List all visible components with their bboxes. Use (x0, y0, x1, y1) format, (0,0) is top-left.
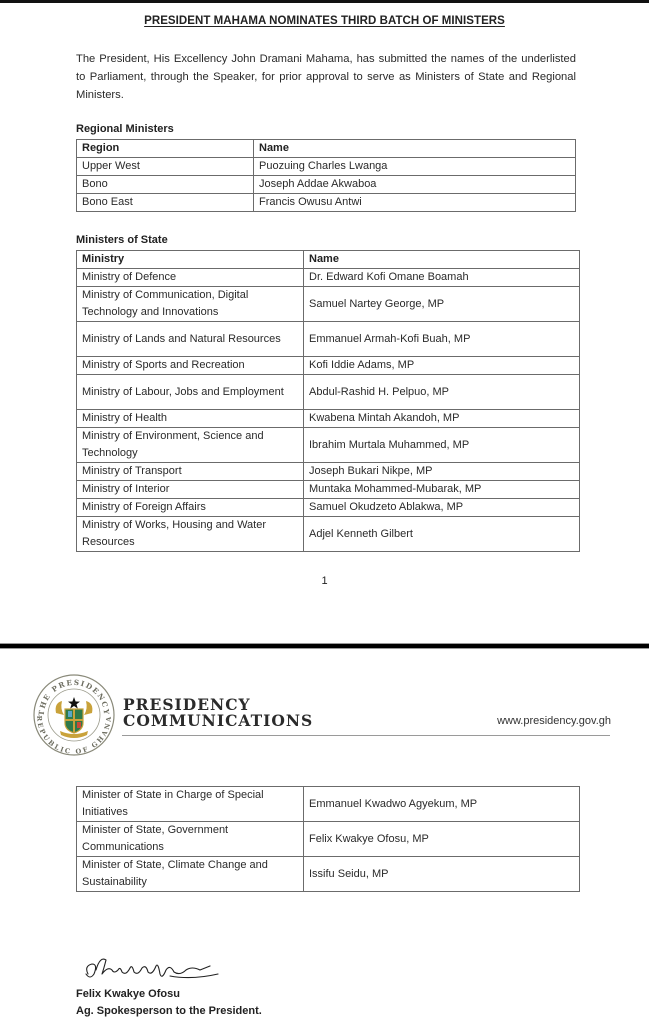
name-cell: Ibrahim Murtala Muhammed, MP (304, 428, 580, 463)
table-row (77, 322, 580, 357)
table-row (77, 517, 580, 552)
name-cell: Joseph Bukari Nikpe, MP (304, 463, 580, 481)
ghana-coat-of-arms-icon (32, 673, 116, 757)
ministry-cell: Minister of State, Government Communications (77, 822, 304, 857)
table-row (77, 357, 580, 375)
region-cell: Bono (77, 176, 254, 194)
ministers-of-state-continued-table (76, 786, 580, 892)
table-row (77, 194, 576, 212)
ministry-cell: Ministry of Interior (77, 481, 304, 499)
name-cell: Abdul-Rashid H. Pelpuo, MP (304, 375, 580, 410)
table-row (77, 499, 580, 517)
name-cell: Dr. Edward Kofi Omane Boamah (304, 269, 580, 287)
brand-line-1: PRESIDENCY (123, 695, 251, 714)
header-name: Name (254, 140, 576, 158)
name-cell: Francis Owusu Antwi (254, 194, 576, 212)
region-cell: Bono East (77, 194, 254, 212)
table-row (77, 410, 580, 428)
region-cell: Upper West (77, 158, 254, 176)
signer-title: Ag. Spokesperson to the President. (76, 1005, 262, 1017)
svg-text:REPUBLIC OF GHANA: REPUBLIC OF GHANA (35, 715, 113, 756)
table-row (77, 375, 580, 410)
intro-paragraph: The President, His Excellency John Dramani Mahama, has submitted the names of the underlisted to Parliament, through the Speaker, for prior approval to serve as Ministers of State and Regional Ministers. (76, 53, 576, 101)
ministry-cell: Ministry of Defence (77, 269, 304, 287)
ministry-cell: Ministry of Works, Housing and Water Resources (77, 517, 304, 552)
table-row (77, 428, 580, 463)
name-cell: Puozuing Charles Lwanga (254, 158, 576, 176)
name-cell: Muntaka Mohammed-Mubarak, MP (304, 481, 580, 499)
header-name: Name (304, 251, 580, 269)
ministry-cell: Minister of State in Charge of Special Initiatives (77, 787, 304, 822)
brand-line-2: COMMUNICATIONS (123, 711, 314, 730)
table-header-row (77, 140, 576, 158)
name-cell: Issifu Seidu, MP (304, 857, 580, 892)
regional-ministers-heading: Regional Ministers (76, 123, 174, 135)
name-cell: Adjel Kenneth Gilbert (304, 517, 580, 552)
ministry-cell: Ministry of Transport (77, 463, 304, 481)
ministry-cell: Ministry of Communication, Digital Technology and Innovations (77, 287, 304, 322)
header-region: Region (77, 140, 254, 158)
name-cell: Felix Kwakye Ofosu, MP (304, 822, 580, 857)
ministers-of-state-table (76, 250, 580, 552)
presidency-communications-logo (123, 697, 313, 729)
table-row (77, 857, 580, 892)
website-link[interactable]: www.presidency.gov.gh (497, 715, 611, 727)
ministry-cell: Ministry of Labour, Jobs and Employment (77, 375, 304, 410)
regional-ministers-table (76, 139, 576, 212)
signer-name: Felix Kwakye Ofosu (76, 988, 180, 1000)
handwritten-signature-icon (82, 952, 232, 986)
ministry-cell: Ministry of Health (77, 410, 304, 428)
document-page-1 (0, 3, 649, 643)
name-cell: Samuel Nartey George, MP (304, 287, 580, 322)
document-page-2 (0, 649, 649, 1024)
name-cell: Samuel Okudzeto Ablakwa, MP (304, 499, 580, 517)
table-row (77, 822, 580, 857)
ministers-of-state-heading: Ministers of State (76, 234, 168, 246)
table-header-row (77, 251, 580, 269)
ministry-cell: Ministry of Lands and Natural Resources (77, 322, 304, 357)
name-cell: Emmanuel Armah-Kofi Buah, MP (304, 322, 580, 357)
ministry-cell: Ministry of Environment, Science and Technology (77, 428, 304, 463)
name-cell: Kofi Iddie Adams, MP (304, 357, 580, 375)
table-row (77, 158, 576, 176)
table-row (77, 176, 576, 194)
table-row (77, 463, 580, 481)
ministry-cell: Ministry of Sports and Recreation (77, 357, 304, 375)
table-row (77, 481, 580, 499)
header-ministry: Ministry (77, 251, 304, 269)
ministry-cell: Ministry of Foreign Affairs (77, 499, 304, 517)
ministry-cell: Minister of State, Climate Change and Sustainability (77, 857, 304, 892)
document-title (0, 15, 649, 27)
name-cell: Emmanuel Kwadwo Agyekum, MP (304, 787, 580, 822)
table-row (77, 287, 580, 322)
title-text: PRESIDENT MAHAMA NOMINATES THIRD BATCH OF MINISTERS (144, 15, 505, 27)
name-cell: Kwabena Mintah Akandoh, MP (304, 410, 580, 428)
table-row (77, 269, 580, 287)
table-row (77, 787, 580, 822)
svg-text:THE PRESIDENCY: THE PRESIDENCY (36, 677, 112, 717)
header-rule (122, 735, 610, 736)
name-cell: Joseph Addae Akwaboa (254, 176, 576, 194)
page-number: 1 (321, 575, 328, 587)
